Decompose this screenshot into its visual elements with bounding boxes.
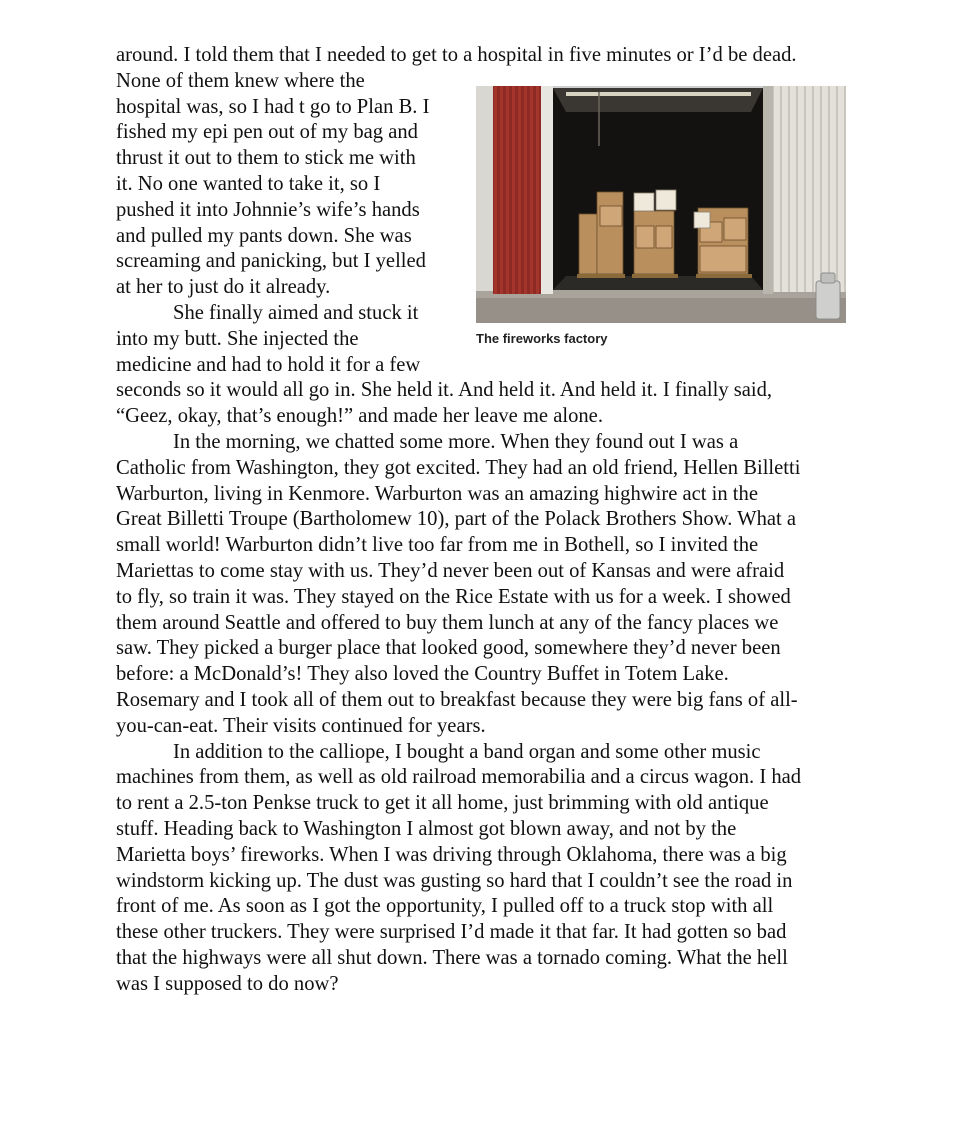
text-line: In addition to the calliope, I bought a band organ and some other music [173, 740, 761, 763]
text-line: you-can-eat. Their visits continued for years. [116, 714, 486, 737]
text-line: In the morning, we chatted some more. When they found out I was a [173, 430, 739, 453]
text-line: machines from them, as well as old railroad memorabilia and a circus wagon. I had [116, 766, 802, 789]
text-line: Catholic from Washington, they got excited. They had an old friend, Hellen Billetti [116, 456, 801, 479]
text-line: fished my epi pen out of my bag and [116, 121, 418, 144]
text-line: seconds so it would all go in. She held it. And held it. And held it. I finally said, [116, 379, 773, 402]
text-line: Marietta boys’ fireworks. When I was driving through Oklahoma, there was a big [116, 843, 787, 866]
text-line: She finally aimed and stuck it [173, 301, 419, 324]
text-line: and pulled my pants down. She was [116, 224, 412, 247]
text-line: windstorm kicking up. The dust was gusting so hard that I couldn’t see the road in [116, 869, 793, 892]
text-line: medicine and had to hold it for a few [116, 353, 421, 376]
text-line: into my butt. She injected the [116, 327, 359, 350]
text-line: these other truckers. They were surprised I’d made it that far. It had gotten so bad [116, 921, 787, 944]
text-line: saw. They picked a burger place that looked good, somewhere they’d never been [116, 637, 781, 660]
text-line: that the highways were all shut down. There was a tornado coming. What the hell [116, 946, 788, 969]
fireworks-factory-photo [476, 86, 846, 323]
text-line: front of me. As soon as I got the opportunity, I pulled off to a truck stop with all [116, 895, 774, 918]
text-line: around. I told them that I needed to get to a hospital in five minutes or I’d be dead. [116, 44, 797, 66]
text-line: None of them knew where the [116, 69, 365, 92]
text-line: them around Seattle and offered to buy them lunch at any of the fancy places we [116, 611, 779, 634]
text-line: to fly, so train it was. They stayed on the Rice Estate with us for a week. I showed [116, 585, 791, 608]
figure-caption: The fireworks factory [476, 331, 608, 346]
text-line: it. No one wanted to take it, so I [116, 172, 381, 195]
text-line: screaming and panicking, but I yelled [116, 250, 426, 273]
text-line: Rosemary and I took all of them out to breakfast because they were big fans of all- [116, 688, 798, 711]
text-line: thrust it out to them to stick me with [116, 147, 416, 170]
text-line: at her to just do it already. [116, 276, 331, 299]
text-line: hospital was, so I had t go to Plan B. I [116, 95, 430, 118]
text-line: “Geez, okay, that’s enough!” and made her leave me alone. [116, 405, 603, 428]
text-line: Great Billetti Troupe (Bartholomew 10), part of the Polack Brothers Show. What a [116, 508, 797, 531]
text-line: to rent a 2.5-ton Penkse truck to get it all home, just brimming with old antique [116, 792, 769, 815]
text-line: was I supposed to do now? [116, 972, 339, 995]
text-line: small world! Warburton didn’t live too far from me in Bothell, so I invited the [116, 534, 759, 557]
text-line: stuff. Heading back to Washington I almost got blown away, and not by the [116, 817, 737, 840]
text-line: Warburton, living in Kenmore. Warburton was an amazing highwire act in the [116, 482, 758, 505]
text-line: before: a McDonald’s! They also loved the Country Buffet in Totem Lake. [116, 663, 729, 686]
text-line: Mariettas to come stay with us. They’d never been out of Kansas and were afraid [116, 559, 785, 582]
text-line: pushed it into Johnnie’s wife’s hands [116, 198, 420, 221]
